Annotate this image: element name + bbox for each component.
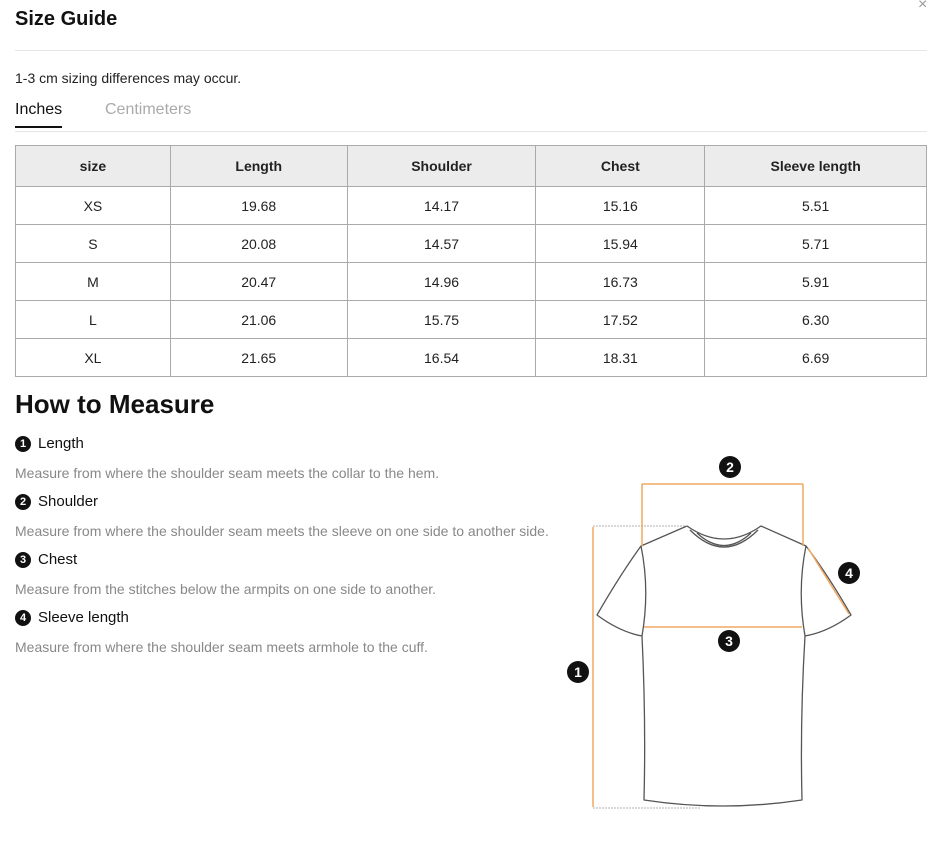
cell-chest: 16.73	[536, 263, 705, 301]
header-length: Length	[170, 146, 347, 187]
cell-chest: 18.31	[536, 339, 705, 377]
cell-sleeve-length: 5.91	[705, 263, 927, 301]
cell-shoulder: 14.96	[347, 263, 536, 301]
cell-size: M	[16, 263, 171, 301]
marker-2	[719, 456, 741, 478]
table-row	[16, 301, 927, 339]
cell-size: XS	[16, 187, 171, 225]
table-row	[16, 225, 927, 263]
cell-length: 21.06	[170, 301, 347, 339]
unit-tabs	[15, 101, 927, 132]
cell-shoulder: 16.54	[347, 339, 536, 377]
step-label: Shoulder	[38, 493, 99, 510]
left-sleeve-seam	[641, 546, 646, 636]
header-sleeve-length: Sleeve length	[705, 146, 927, 187]
svg-text:1: 1	[574, 664, 582, 680]
step-shoulder	[15, 493, 98, 510]
cell-length: 20.08	[170, 225, 347, 263]
step-label: Sleeve length	[38, 609, 129, 626]
table-header-row	[16, 146, 927, 187]
cell-chest: 15.94	[536, 225, 705, 263]
tab-centimeters[interactable]: Centimeters	[105, 101, 192, 118]
cell-shoulder: 14.17	[347, 187, 536, 225]
cell-sleeve-length: 5.71	[705, 225, 927, 263]
table-row	[16, 263, 927, 301]
how-to-measure-title: How to Measure	[15, 389, 215, 419]
step-length	[15, 435, 84, 452]
step-label: Chest	[38, 551, 78, 568]
close-icon[interactable]: ×	[918, 0, 928, 13]
header-chest: Chest	[536, 146, 705, 187]
marker-4	[838, 562, 860, 584]
step-sleeve-length	[15, 609, 129, 626]
size-table	[15, 145, 927, 377]
cell-sleeve-length: 5.51	[705, 187, 927, 225]
cell-chest: 17.52	[536, 301, 705, 339]
cell-sleeve-length: 6.30	[705, 301, 927, 339]
svg-text:3: 3	[725, 633, 733, 649]
step-description: Measure from where the shoulder seam meets armhole to the cuff.	[15, 639, 428, 655]
step-label: Length	[38, 435, 84, 452]
right-sleeve-seam	[801, 546, 806, 636]
step-description: Measure from where the shoulder seam meets the collar to the hem.	[15, 465, 440, 481]
number-3-icon: 3	[15, 552, 31, 568]
tshirt-illustration	[597, 526, 851, 806]
header-shoulder: Shoulder	[347, 146, 536, 187]
cell-shoulder: 15.75	[347, 301, 536, 339]
tab-inches[interactable]: Inches	[15, 101, 62, 128]
svg-text:4: 4	[845, 565, 853, 581]
cell-length: 19.68	[170, 187, 347, 225]
table-row	[16, 339, 927, 377]
cell-size: L	[16, 301, 171, 339]
number-1-icon: 1	[15, 436, 31, 452]
cell-chest: 15.16	[536, 187, 705, 225]
page-title: Size Guide	[15, 8, 118, 30]
cell-shoulder: 14.57	[347, 225, 536, 263]
step-chest	[15, 551, 77, 568]
number-2-icon: 2	[15, 494, 31, 510]
step-description: Measure from the stitches below the armpits on one side to another.	[15, 581, 437, 597]
step-description: Measure from where the shoulder seam meets the sleeve on one side to another side.	[15, 523, 549, 539]
cell-length: 20.47	[170, 263, 347, 301]
marker-1	[567, 661, 589, 683]
tshirt-diagram	[574, 448, 880, 818]
table-row	[16, 187, 927, 225]
marker-3	[718, 630, 740, 652]
divider	[15, 50, 927, 51]
cell-size: S	[16, 225, 171, 263]
cell-size: XL	[16, 339, 171, 377]
cell-sleeve-length: 6.69	[705, 339, 927, 377]
sizing-note: 1-3 cm sizing differences may occur.	[15, 70, 242, 86]
tshirt-body	[597, 526, 851, 806]
cell-length: 21.65	[170, 339, 347, 377]
header-size: size	[16, 146, 171, 187]
number-4-icon: 4	[15, 610, 31, 626]
svg-text:2: 2	[726, 459, 734, 475]
